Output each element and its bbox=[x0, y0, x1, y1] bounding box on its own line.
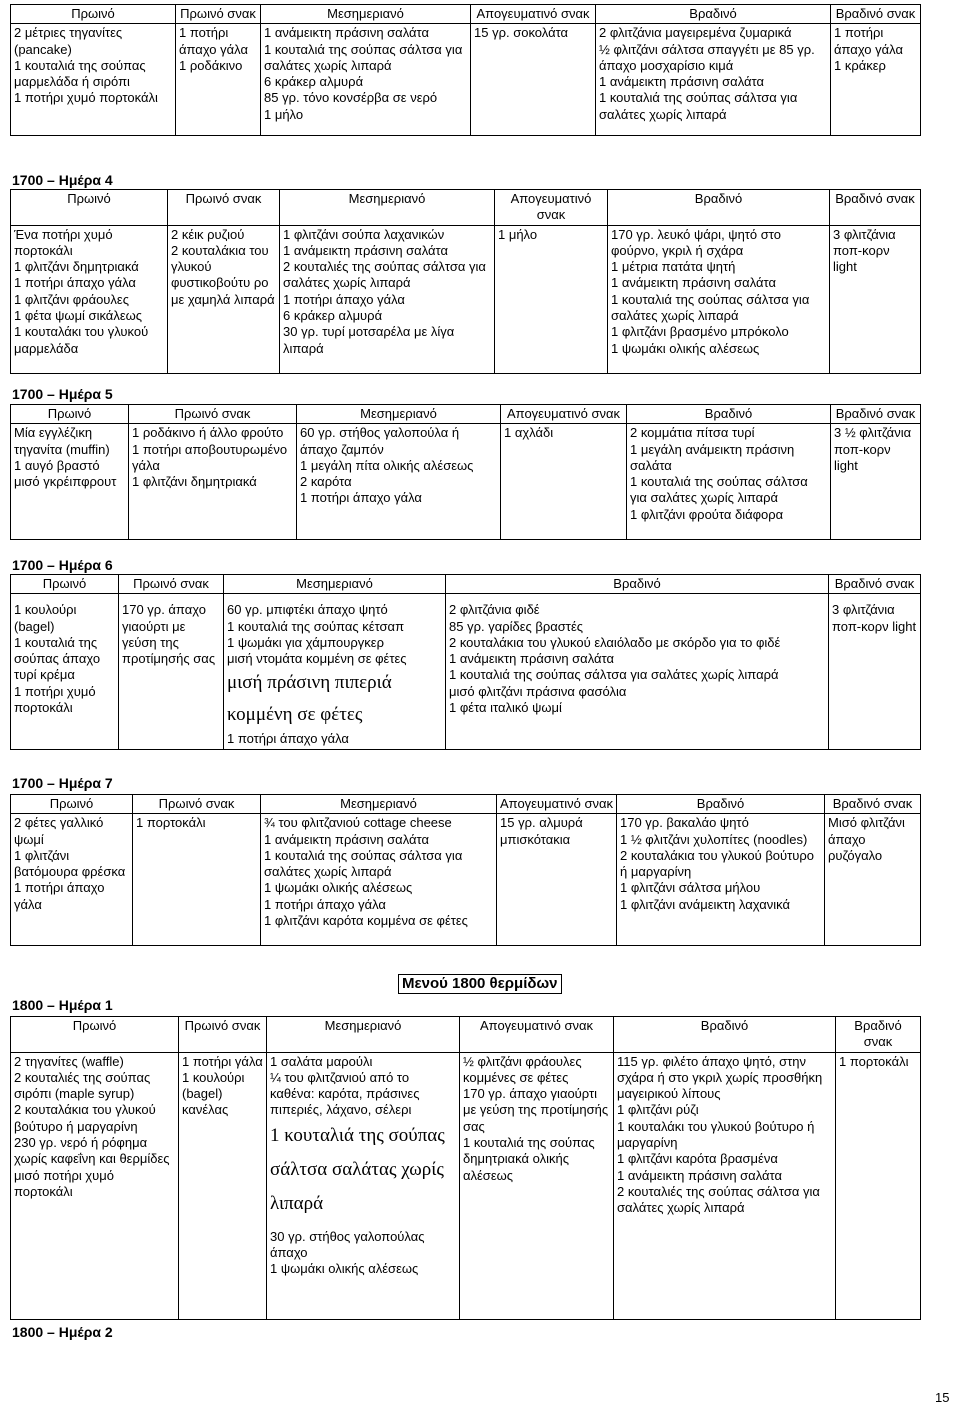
food-item: 1 κουταλιά της σούπας δημητριακά ολικής αλέσεως bbox=[463, 1135, 595, 1183]
food-item: ½ φλιτζάνι σάλτσα σπαγγέτι με 85 γρ. άπαχο μοσχαρίσιο κιμά bbox=[599, 41, 815, 73]
food-item: 1 κουλούρι (bagel) κανέλας bbox=[182, 1069, 245, 1118]
food-item: 1 μήλο bbox=[498, 226, 538, 242]
day-table bbox=[10, 1016, 920, 1320]
food-item: 2 τηγανίτες (waffle) bbox=[14, 1053, 124, 1069]
lunch-cell bbox=[224, 594, 446, 750]
day-title: 1800 – Ημέρα 1 bbox=[12, 997, 113, 1013]
day-table bbox=[10, 189, 920, 374]
dinner-cell bbox=[608, 225, 830, 373]
dinner-cell bbox=[617, 814, 825, 946]
day-title: 1700 – Ημέρα 5 bbox=[12, 386, 113, 402]
menu-section-title: Μενού 1800 θερμίδων bbox=[398, 974, 562, 994]
header-cell: Βραδινό bbox=[614, 1017, 836, 1053]
food-item: 1 ποτήρι άπαχο γάλα bbox=[834, 25, 903, 57]
food-item: 1 ψωμάκι για χάμπουργκερ bbox=[227, 634, 384, 650]
meal-row bbox=[11, 814, 921, 946]
header-row bbox=[11, 405, 921, 424]
food-item: 1 κουταλιά της σούπας άπαχο τυρί κρέμα bbox=[14, 634, 101, 683]
header-row bbox=[11, 795, 921, 814]
header-cell: Βραδινό σνακ bbox=[825, 795, 921, 814]
food-item: 1 ψωμάκι ολικής αλέσεως bbox=[611, 340, 760, 356]
food-item: μισό γκρέιπφρουτ bbox=[14, 474, 117, 490]
day-table bbox=[10, 794, 920, 946]
food-item: 1 φλιτζάνι ρύζι bbox=[617, 1102, 699, 1118]
header-cell: Πρωινό σνακ bbox=[168, 190, 280, 226]
food-item: 1 αχλάδι bbox=[504, 425, 554, 441]
food-item: 1 φλιτζάνι φρούτα διάφορα bbox=[630, 506, 784, 522]
food-item: ¾ του φλιτζανιού cottage cheese bbox=[264, 815, 452, 831]
header-cell: Πρωινό bbox=[11, 795, 133, 814]
afternoon-snack-cell bbox=[501, 424, 627, 540]
header-cell: Μεσημεριανό bbox=[224, 575, 446, 594]
food-item: 1 ποτήρι άπαχο γάλα bbox=[264, 896, 386, 912]
header-cell: Βραδινό σνακ bbox=[830, 190, 921, 226]
food-item: 1 πορτοκάλι bbox=[839, 1053, 909, 1069]
header-cell: Πρωινό σνακ bbox=[176, 5, 261, 24]
food-item: 1 αυγό βραστό bbox=[14, 457, 100, 473]
page-number: 15 bbox=[935, 1390, 950, 1405]
food-item: 1 κουταλιά της σούπας σάλτσα για σαλάτες χωρίς λιπαρά bbox=[264, 847, 463, 880]
food-item: Ένα ποτήρι χυμό πορτοκάλι bbox=[14, 226, 113, 258]
food-item: 1 φλιτζάνι δημητριακά bbox=[14, 259, 139, 275]
food-item: 170 γρ. άπαχο γιαούρτι με γεύση της προτίμησής σας bbox=[463, 1086, 609, 1134]
food-item: 2 κουταλάκια του γλυκού βούτυρο ή μαργαρίνη bbox=[14, 1102, 156, 1134]
dinner-cell bbox=[614, 1052, 836, 1319]
food-item: 2 κομμάτια πίτσα τυρί bbox=[630, 425, 755, 441]
afternoon-snack-cell bbox=[495, 225, 608, 373]
lunch-cell bbox=[297, 424, 501, 540]
day-table bbox=[10, 404, 920, 540]
lunch-cell bbox=[261, 24, 471, 136]
header-cell: Βραδινό σνακ bbox=[831, 405, 921, 424]
food-item: 1 κουταλιά της σούπας μαρμελάδα ή σιρόπι bbox=[14, 57, 146, 90]
food-item: 1 κουταλάκι του γλυκού μαρμελάδα bbox=[14, 324, 149, 356]
food-item: 1 μεγάλη πίτα ολικής αλέσεως bbox=[300, 457, 474, 473]
header-row bbox=[11, 1017, 921, 1053]
food-item: 1 φλιτζάνι δημητριακά bbox=[132, 474, 257, 490]
food-item: 3 φλιτζάνια ποπ-κορν light bbox=[833, 226, 896, 275]
food-item: 1 ροδάκινο ή άλλο φρούτο bbox=[132, 425, 284, 441]
header-cell: Βραδινό bbox=[617, 795, 825, 814]
food-item: 1 ανάμεικτη πράσινη σαλάτα bbox=[617, 1167, 782, 1183]
food-item: 1 φέτα ιταλικό ψωμί bbox=[449, 700, 562, 716]
food-item: 1 φλιτζάνι φράουλες bbox=[14, 291, 129, 307]
food-item: 2 κουταλιές της σούπας σάλτσα για σαλάτες χωρίς λιπαρά bbox=[283, 259, 486, 291]
meal-row bbox=[11, 1052, 921, 1319]
dinner-cell bbox=[446, 594, 829, 750]
day-title: 1800 – Ημέρα 2 bbox=[12, 1324, 113, 1340]
food-item: 1 κουταλιά της σούπας σάλτσα για σαλάτες χωρίς λιπαρά bbox=[264, 41, 463, 73]
food-item: 2 κέικ ρυζιού bbox=[171, 226, 245, 242]
food-item: 1 κουταλιά της σούπας σάλτσα για σαλάτες χωρίς λιπαρά bbox=[599, 90, 798, 122]
food-item: ½ φλιτζάνι φράουλες κομμένες σε φέτες bbox=[463, 1053, 582, 1085]
food-item: 1 μέτρια πατάτα ψητή bbox=[611, 259, 736, 275]
food-item: 30 γρ. στήθος γαλοπούλας άπαχο bbox=[270, 1228, 425, 1261]
food-item: 115 γρ. φιλέτο άπαχο ψητό, στην σχάρα ή στο γκριλ χωρίς προσθήκη μαγειρικού λίπους bbox=[617, 1053, 823, 1102]
meal-table bbox=[10, 1016, 921, 1320]
food-item: 6 κράκερ αλμυρά bbox=[283, 308, 383, 324]
food-item: 170 γρ. λευκό ψάρι, ψητό στο φούρνο, γκριλ ή σχάρα bbox=[611, 226, 781, 258]
food-item: Μισό φλιτζάνι άπαχο ρυζόγαλο bbox=[828, 815, 905, 863]
food-item: 2 κουταλάκια του γλυκού βούτυρο ή μαργαρίνη bbox=[620, 847, 815, 880]
food-item: 15 γρ. σοκολάτα bbox=[474, 25, 569, 41]
lunch-cell bbox=[261, 814, 497, 946]
day-title: 1700 – Ημέρα 6 bbox=[12, 557, 113, 573]
food-item: 1 κράκερ bbox=[834, 57, 886, 73]
header-cell: Βραδινό σνακ bbox=[836, 1017, 921, 1053]
afternoon-snack-cell bbox=[460, 1052, 614, 1319]
meal-table bbox=[10, 189, 921, 374]
evening-snack-cell bbox=[830, 225, 921, 373]
food-item: 1 ποτήρι άπαχο γάλα bbox=[300, 490, 422, 506]
food-item: 1 σαλάτα μαρούλι bbox=[270, 1053, 373, 1069]
afternoon-snack-cell bbox=[497, 814, 617, 946]
food-item: 1 φέτα ψωμί σικάλεως bbox=[14, 308, 143, 324]
header-cell: Μεσημεριανό bbox=[267, 1017, 460, 1053]
header-cell: Απογευματινό σνακ bbox=[501, 405, 627, 424]
food-item: 2 κουταλάκια του γλυκού ελαιόλαδο με σκόρδο για το φιδέ bbox=[449, 634, 781, 650]
evening-snack-cell bbox=[825, 814, 921, 946]
header-cell: Πρωινό bbox=[11, 405, 129, 424]
breakfast-cell bbox=[11, 424, 129, 540]
evening-snack-cell bbox=[831, 424, 921, 540]
food-item: 1 ανάμεικτη πράσινη σαλάτα bbox=[611, 275, 776, 291]
header-cell: Απογευματινό σνακ bbox=[495, 190, 608, 226]
food-item: 1 ανάμεικτη πράσινη σαλάτα bbox=[283, 242, 448, 258]
dinner-cell bbox=[627, 424, 831, 540]
header-cell: Απογευματινό σνακ bbox=[497, 795, 617, 814]
lunch-cell bbox=[267, 1052, 460, 1319]
food-item: 3 φλιτζάνια ποπ-κορν light bbox=[832, 602, 917, 634]
food-item: 1 φλιτζάνι βατόμουρα φρέσκα bbox=[14, 847, 126, 880]
food-item: 2 μέτριες τηγανίτες (pancake) bbox=[14, 25, 123, 57]
header-cell: Μεσημεριανό bbox=[297, 405, 501, 424]
food-item: 170 γρ. βακαλάο ψητό bbox=[620, 815, 749, 831]
header-cell: Πρωινό bbox=[11, 575, 119, 594]
breakfast-cell bbox=[11, 225, 168, 373]
food-item: 1 ποτήρι χυμό πορτοκάλι bbox=[14, 90, 158, 106]
food-item: 1 ½ φλιτζάνι χυλοπίτες (noodles) bbox=[620, 831, 808, 847]
food-item: 230 γρ. νερό ή ρόφημα χωρίς καφεΐνη και θερμίδες bbox=[14, 1135, 170, 1167]
header-cell: Πρωινό bbox=[11, 1017, 179, 1053]
dinner-cell bbox=[596, 24, 831, 136]
food-item: 30 γρ. τυρί μοτσαρέλα με λίγα λιπαρά bbox=[283, 324, 455, 356]
evening-snack-cell bbox=[836, 1052, 921, 1319]
header-cell: Πρωινό σνακ bbox=[133, 795, 261, 814]
day-table-continued bbox=[10, 4, 920, 136]
food-item: 1 κουταλιά της σούπας σάλτσα για σαλάτες χωρίς λιπαρά bbox=[630, 474, 808, 506]
meal-table bbox=[10, 4, 921, 136]
header-cell: Βραδινό bbox=[608, 190, 830, 226]
header-cell: Μεσημεριανό bbox=[261, 795, 497, 814]
food-item: 2 κουταλιές της σούπας σιρόπι (maple syrup) bbox=[14, 1069, 151, 1102]
food-item: 1 ποτήρι άπαχο γάλα bbox=[227, 731, 349, 747]
food-item: 85 γρ. γαρίδες βραστές bbox=[449, 618, 584, 634]
food-item: 1 κουταλάκι του γλυκού βούτυρο ή μαργαρίνη bbox=[617, 1118, 815, 1151]
food-item: 1 ανάμεικτη πράσινη σαλάτα bbox=[449, 651, 614, 667]
food-item: 1 ψωμάκι ολικής αλέσεως bbox=[264, 880, 413, 896]
food-item: 1 ροδάκινο bbox=[179, 57, 243, 73]
food-item: 1 μεγάλη ανάμεικτη πράσινη σαλάτα bbox=[630, 441, 795, 473]
food-item: 2 φλιτζάνια φιδέ bbox=[449, 602, 540, 618]
food-item: 1 ψωμάκι ολικής αλέσεως bbox=[270, 1261, 419, 1277]
food-item: ¼ του φλιτζανιού από το καθένα: καρότα, πράσινες πιπεριές, λάχανο, σέλερι bbox=[270, 1069, 420, 1118]
meal-table bbox=[10, 794, 921, 946]
food-item: 60 γρ. στήθος γαλοπούλα ή άπαχο ζαμπόν bbox=[300, 425, 460, 457]
food-item: 1 φλιτζάνι σάλτσα μήλου bbox=[620, 880, 761, 896]
food-item: 1 μήλο bbox=[264, 106, 304, 122]
breakfast-cell bbox=[11, 24, 176, 136]
food-item: 170 γρ. άπαχο γιαούρτι με γεύση της προτίμησής σας bbox=[122, 602, 216, 667]
meal-row bbox=[11, 424, 921, 540]
lunch-cell bbox=[280, 225, 495, 373]
header-cell: Πρωινό bbox=[11, 5, 176, 24]
food-item: 1 φλιτζάνι καρότα κομμένα σε φέτες bbox=[264, 913, 468, 929]
food-item: μισό ποτήρι χυμό πορτοκάλι bbox=[14, 1167, 114, 1199]
food-item: 1 ανάμεικτη πράσινη σαλάτα bbox=[264, 831, 429, 847]
morning-snack-cell bbox=[129, 424, 297, 540]
food-item: μισό φλιτζάνι πράσινα φασόλια bbox=[449, 683, 627, 699]
food-item: 1 πορτοκάλι bbox=[136, 815, 206, 831]
food-item: Μία εγγλέζικη τηγανίτα (muffin) bbox=[14, 425, 110, 457]
breakfast-cell bbox=[11, 594, 119, 750]
header-row bbox=[11, 190, 921, 226]
food-item-emphasized: 1 κουταλιά της σούπας σάλτσα σαλάτας χωρίς λιπαρά bbox=[270, 1124, 445, 1214]
food-item: 6 κράκερ αλμυρά bbox=[264, 74, 364, 90]
afternoon-snack-cell bbox=[471, 24, 596, 136]
morning-snack-cell bbox=[176, 24, 261, 136]
food-item: 1 κουλούρι (bagel) bbox=[14, 602, 77, 634]
food-item: 1 φλιτζάνι καρότα βρασμένα bbox=[617, 1151, 778, 1167]
food-item-emphasized: μισή πράσινη πιπεριά κομμένη σε φέτες bbox=[227, 672, 392, 726]
meal-table bbox=[10, 574, 921, 750]
meal-row bbox=[11, 225, 921, 373]
food-item: 1 φλιτζάνι βρασμένο μπρόκολο bbox=[611, 324, 789, 340]
header-cell: Πρωινό bbox=[11, 190, 168, 226]
food-item: 1 κουταλιά της σούπας σάλτσα για σαλάτες χωρίς λιπαρά bbox=[611, 291, 810, 324]
header-cell: Βραδινό bbox=[446, 575, 829, 594]
header-cell: Μεσημεριανό bbox=[261, 5, 471, 24]
food-item: 1 φλιτζάνι ανάμεικτη λαχανικά bbox=[620, 896, 790, 912]
breakfast-cell bbox=[11, 1052, 179, 1319]
food-item: 1 ποτήρι γάλα bbox=[182, 1053, 263, 1069]
food-item: 1 ποτήρι αποβουτυρωμένο γάλα bbox=[132, 441, 288, 473]
header-cell: Βραδινό bbox=[596, 5, 831, 24]
header-cell: Βραδινό σνακ bbox=[831, 5, 921, 24]
morning-snack-cell bbox=[119, 594, 224, 750]
header-cell: Πρωινό σνακ bbox=[179, 1017, 267, 1053]
morning-snack-cell bbox=[133, 814, 261, 946]
food-item: 2 κουταλάκια του γλυκού φυστικοβούτυ ρο με χαμηλά λιπαρά bbox=[171, 242, 275, 307]
food-item: 1 ποτήρι άπαχο γάλα bbox=[14, 275, 136, 291]
food-item: μισή ντομάτα κομμένη σε φέτες bbox=[227, 651, 407, 667]
header-cell: Πρωινό σνακ bbox=[119, 575, 224, 594]
meal-row bbox=[11, 24, 921, 136]
food-item: 1 κουταλιά της σούπας σάλτσα για σαλάτες χωρίς λιπαρά bbox=[449, 667, 779, 683]
food-item: 1 ποτήρι άπαχο γάλα bbox=[14, 880, 105, 912]
food-item: 1 ανάμεικτη πράσινη σαλάτα bbox=[599, 74, 764, 90]
food-item: 3 ½ φλιτζάνια ποπ-κορν light bbox=[834, 425, 912, 473]
morning-snack-cell bbox=[168, 225, 280, 373]
breakfast-cell bbox=[11, 814, 133, 946]
food-item: 1 ποτήρι χυμό πορτοκάλι bbox=[14, 683, 96, 716]
evening-snack-cell bbox=[831, 24, 921, 136]
food-item: 85 γρ. τόνο κονσέρβα σε νερό bbox=[264, 90, 438, 106]
header-cell: Απογευματινό σνακ bbox=[471, 5, 596, 24]
header-cell: Βραδινό σνακ bbox=[829, 575, 921, 594]
meal-row bbox=[11, 594, 921, 750]
food-item: 60 γρ. μπιφτέκι άπαχο ψητό bbox=[227, 602, 388, 618]
day-title: 1700 – Ημέρα 7 bbox=[12, 775, 113, 791]
header-cell: Πρωινό σνακ bbox=[129, 405, 297, 424]
day-table bbox=[10, 574, 920, 750]
header-cell: Απογευματινό σνακ bbox=[460, 1017, 614, 1053]
header-row bbox=[11, 5, 921, 24]
food-item: 1 φλιτζάνι σούπα λαχανικών bbox=[283, 226, 445, 242]
food-item: 1 ποτήρι άπαχο γάλα bbox=[179, 25, 248, 57]
food-item: 2 κουταλιές της σούπας σάλτσα για σαλάτες χωρίς λιπαρά bbox=[617, 1183, 820, 1216]
header-row bbox=[11, 575, 921, 594]
day-title: 1700 – Ημέρα 4 bbox=[12, 172, 113, 188]
food-item: 1 ανάμεικτη πράσινη σαλάτα bbox=[264, 25, 429, 41]
food-item: 1 κουταλιά της σούπας κέτσαπ bbox=[227, 618, 405, 634]
food-item: 2 φέτες γαλλικό ψωμί bbox=[14, 815, 104, 847]
food-item: 2 φλιτζάνια μαγειρεμένα ζυμαρικά bbox=[599, 25, 792, 41]
evening-snack-cell bbox=[829, 594, 921, 750]
food-item: 1 ποτήρι άπαχο γάλα bbox=[283, 291, 405, 307]
header-cell: Μεσημεριανό bbox=[280, 190, 495, 226]
header-cell: Βραδινό bbox=[627, 405, 831, 424]
meal-table bbox=[10, 404, 921, 540]
morning-snack-cell bbox=[179, 1052, 267, 1319]
food-item: 2 καρότα bbox=[300, 474, 352, 490]
food-item: 15 γρ. αλμυρά μπισκότακια bbox=[500, 815, 583, 847]
